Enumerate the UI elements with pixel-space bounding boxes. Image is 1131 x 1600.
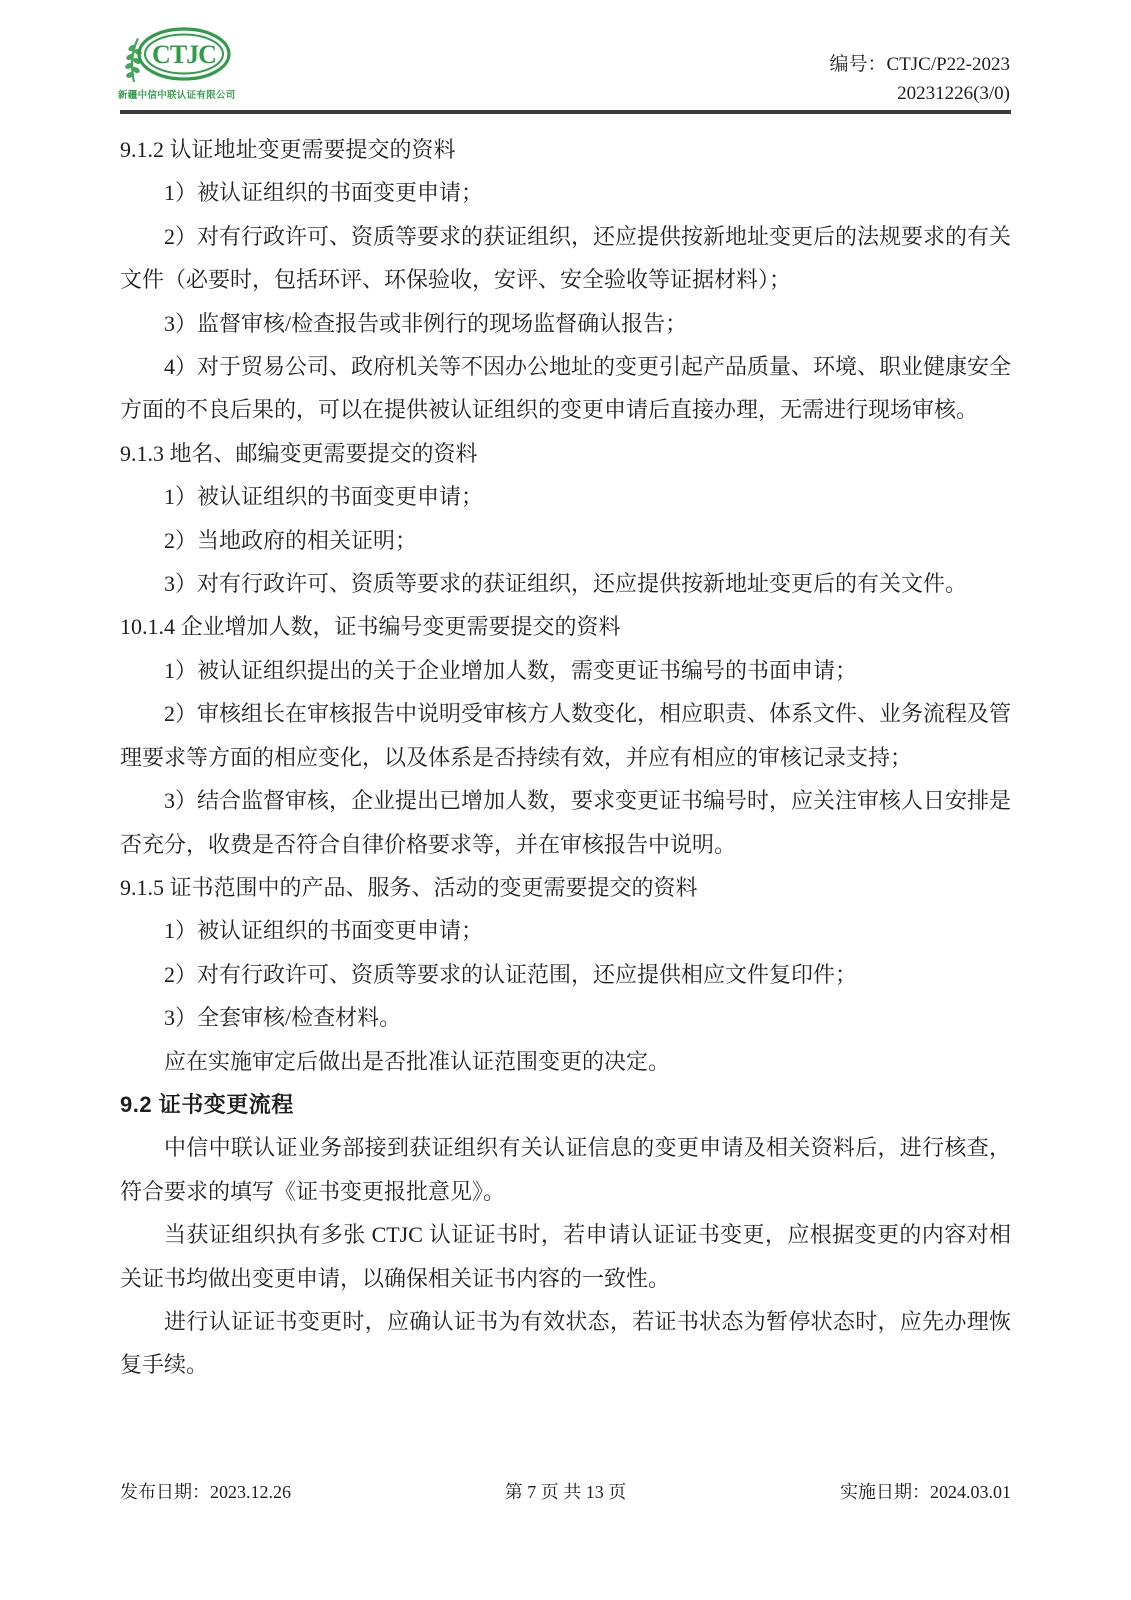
paragraph: 2）审核组长在审核报告中说明受审核方人数变化，相应职责、体系文件、业务流程及管理要求等方面的相应变化，以及体系是否持续有效，并应有相应的审核记录支持； xyxy=(120,701,1012,770)
paragraph: 2）当地政府的相关证明； xyxy=(164,527,418,553)
paragraph: 1）被认证组织提出的关于企业增加人数，需变更证书编号的书面申请； xyxy=(164,657,858,683)
section-heading: 9.1.5 证书范围中的产品、服务、活动的变更需要提交的资料 xyxy=(120,874,698,900)
paragraph: 当获证组织执有多张 CTJC 认证证书时，若申请认证证书变更，应根据变更的内容对相关证书均做出变更申请，以确保相关证书内容的一致性。 xyxy=(120,1222,1011,1291)
doc-version: 20231226(3/0) xyxy=(897,83,1010,104)
paragraph: 2）对有行政许可、资质等要求的认证范围，还应提供相应文件复印件； xyxy=(164,961,858,987)
paragraph: 中信中联认证业务部接到获证组织有关认证信息的变更申请及相关资料后，进行核查，符合要求的填写《证书变更报批意见》。 xyxy=(120,1135,1011,1204)
ctjc-logo-icon xyxy=(118,26,234,86)
paragraph: 进行认证证书变更时，应确认证书为有效状态，若证书状态为暂停状态时，应先办理恢复手续。 xyxy=(120,1308,1011,1378)
implement-date: 实施日期：2024.03.01 xyxy=(840,1482,1011,1502)
doc-number-block xyxy=(829,50,1010,108)
paragraph: 2）对有行政许可、资质等要求的获证组织，还应提供按新地址变更后的法规要求的有关文件（必要时，包括环评、环保验收，安评、安全验收等证据材料）； xyxy=(120,223,1012,293)
paragraph: 3）全套审核/检查材料。 xyxy=(164,1005,402,1031)
paragraph: 应在实施审定后做出是否批准认证范围变更的决定。 xyxy=(164,1048,671,1074)
logo-text: CTJC xyxy=(152,40,216,69)
paragraph: 3）对有行政许可、资质等要求的获证组织，还应提供按新地址变更后的有关文件。 xyxy=(164,571,968,597)
paragraph: 1）被认证组织的书面变更申请； xyxy=(164,918,484,944)
company-logo xyxy=(118,26,268,101)
company-name: 新疆中信中联认证有限公司 xyxy=(118,90,236,101)
page-number: 第 7 页 共 13 页 xyxy=(504,1482,627,1502)
header-divider xyxy=(120,110,1011,114)
paragraph: 1）被认证组织的书面变更申请； xyxy=(164,180,484,206)
paragraph: 3）结合监督审核，企业提出已增加人数，要求变更证书编号时，应关注审核人日安排是否充分，收费是否符合自律价格要求等，并在审核报告中说明。 xyxy=(120,788,1012,857)
section-heading: 9.1.3 地名、邮编变更需要提交的资料 xyxy=(120,440,478,466)
section-heading: 9.1.2 认证地址变更需要提交的资料 xyxy=(120,137,456,162)
doc-number: CTJC/P22-2023 xyxy=(886,54,1010,75)
paragraph: 4）对于贸易公司、政府机关等不因办公地址的变更引起产品质量、环境、职业健康安全方面的不良后果的，可以在提供被认证组织的变更申请后直接办理，无需进行现场审核。 xyxy=(120,354,1012,423)
doc-number-line xyxy=(829,50,1010,79)
release-date: 发布日期：2023.12.26 xyxy=(120,1482,291,1502)
document-body xyxy=(120,128,1011,1387)
doc-number-label: 编号： xyxy=(829,54,887,75)
paragraph: 1）被认证组织的书面变更申请； xyxy=(164,484,484,510)
section-heading: 10.1.4 企业增加人数，证书编号变更需要提交的资料 xyxy=(120,614,621,640)
section-heading: 9.2 证书变更流程 xyxy=(120,1091,294,1117)
page-footer xyxy=(120,1478,1011,1504)
paragraph: 3）监督审核/检查报告或非例行的现场监督确认报告； xyxy=(164,310,688,336)
